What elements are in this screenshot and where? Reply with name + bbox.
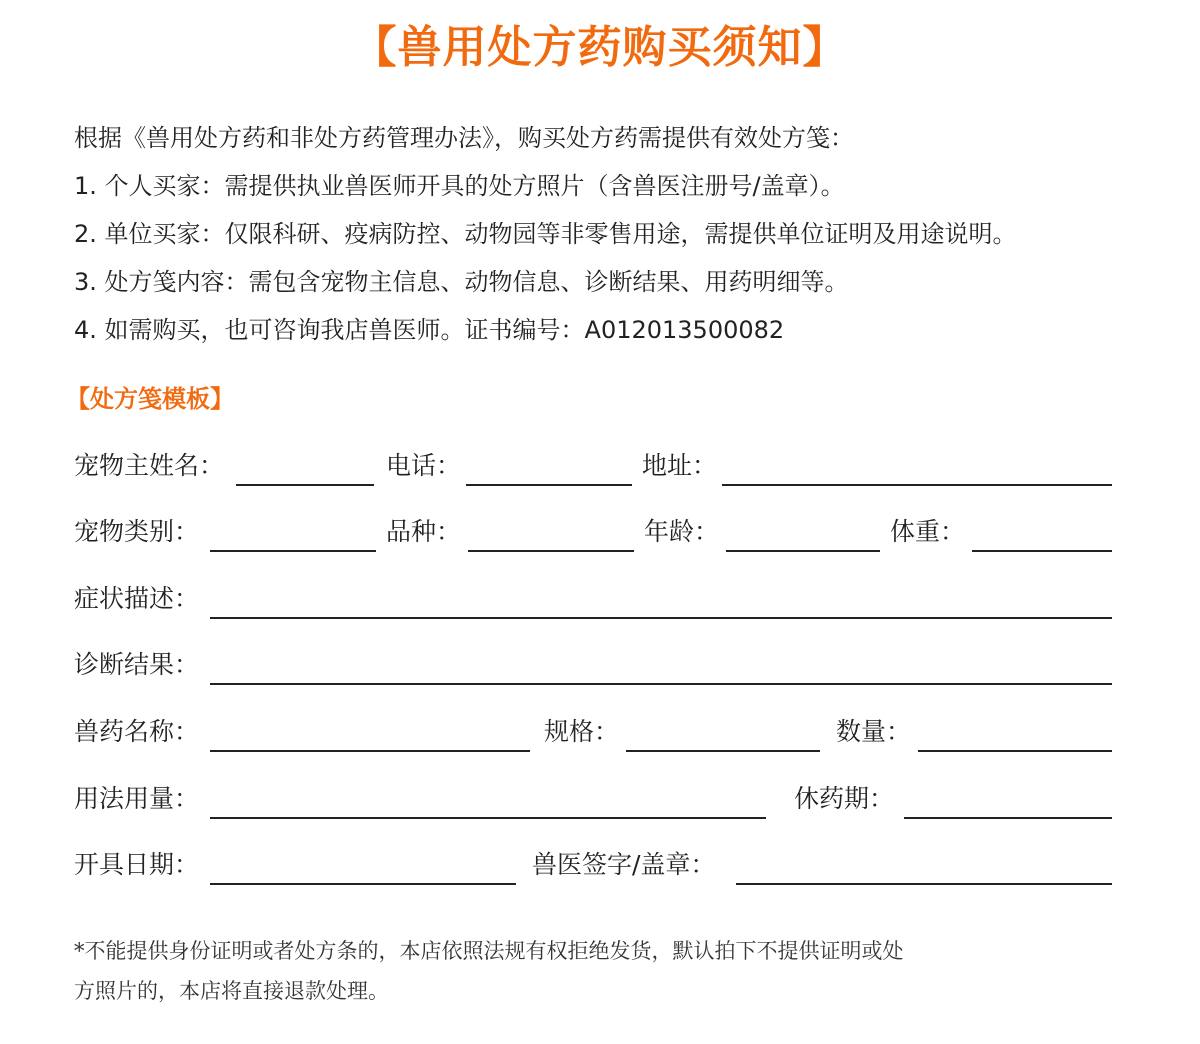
weight-label: 体重： [890,517,966,546]
form-row-owner [74,446,1112,486]
rule-prescription-content: 3. 处方笺内容：需包含宠物主信息、动物信息、诊断结果、用药明细等。 [74,268,849,296]
vet-signature-field[interactable] [736,883,1112,885]
age-label: 年龄： [644,517,720,546]
owner-name-field[interactable] [236,484,374,486]
footnote-line-2: 方照片的，本店将直接退款处理。 [74,979,389,1003]
footnote-line-1: *不能提供身份证明或者处方条的，本店依照法规有权拒绝发货，默认拍下不提供证明或处 [74,939,904,963]
issue-date-label: 开具日期： [74,850,200,879]
address-label: 地址： [642,451,718,480]
diagnosis-label: 诊断结果： [74,650,200,679]
breed-field[interactable] [468,550,634,552]
issue-date-field[interactable] [210,883,516,885]
form-row-diagnosis [74,645,1112,685]
diagnosis-field[interactable] [210,683,1112,685]
address-field[interactable] [722,484,1112,486]
quantity-label: 数量： [836,717,912,746]
vet-signature-label: 兽医签字/盖章： [532,850,716,879]
drug-name-label: 兽药名称： [74,717,200,746]
quantity-field[interactable] [918,750,1112,752]
phone-field[interactable] [466,484,632,486]
form-row-signature [74,845,1112,885]
rule-organization-buyer: 2. 单位买家：仅限科研、疫病防控、动物园等非零售用途，需提供单位证明及用途说明。 [74,220,1017,248]
rule-individual-buyer: 1. 个人买家：需提供执业兽医师开具的处方照片（含兽医注册号/盖章）。 [74,172,845,200]
age-field[interactable] [726,550,880,552]
breed-label: 品种： [386,517,462,546]
usage-field[interactable] [210,817,766,819]
withdrawal-field[interactable] [904,817,1112,819]
template-heading: 【处方笺模板】 [66,385,234,413]
usage-label: 用法用量： [74,784,200,813]
page-title: 【兽用处方药购买须知】 [352,22,848,73]
symptoms-label: 症状描述： [74,584,200,613]
form-row-drug [74,712,1112,752]
withdrawal-label: 休药期： [794,784,895,813]
form-row-usage [74,779,1112,819]
pet-type-label: 宠物类别： [74,517,200,546]
form-row-symptoms [74,579,1112,619]
pet-type-field[interactable] [210,550,376,552]
symptoms-field[interactable] [210,617,1112,619]
intro-text: 根据《兽用处方药和非处方药管理办法》，购买处方药需提供有效处方笺： [74,124,854,152]
weight-field[interactable] [972,550,1112,552]
rule-consult-vet: 4. 如需购买，也可咨询我店兽医师。证书编号：A012013500082 [74,316,785,344]
drug-name-field[interactable] [210,750,530,752]
spec-label: 规格： [544,717,620,746]
spec-field[interactable] [626,750,820,752]
phone-label: 电话： [386,451,462,480]
form-row-pet [74,512,1112,552]
owner-name-label: 宠物主姓名： [74,451,225,480]
